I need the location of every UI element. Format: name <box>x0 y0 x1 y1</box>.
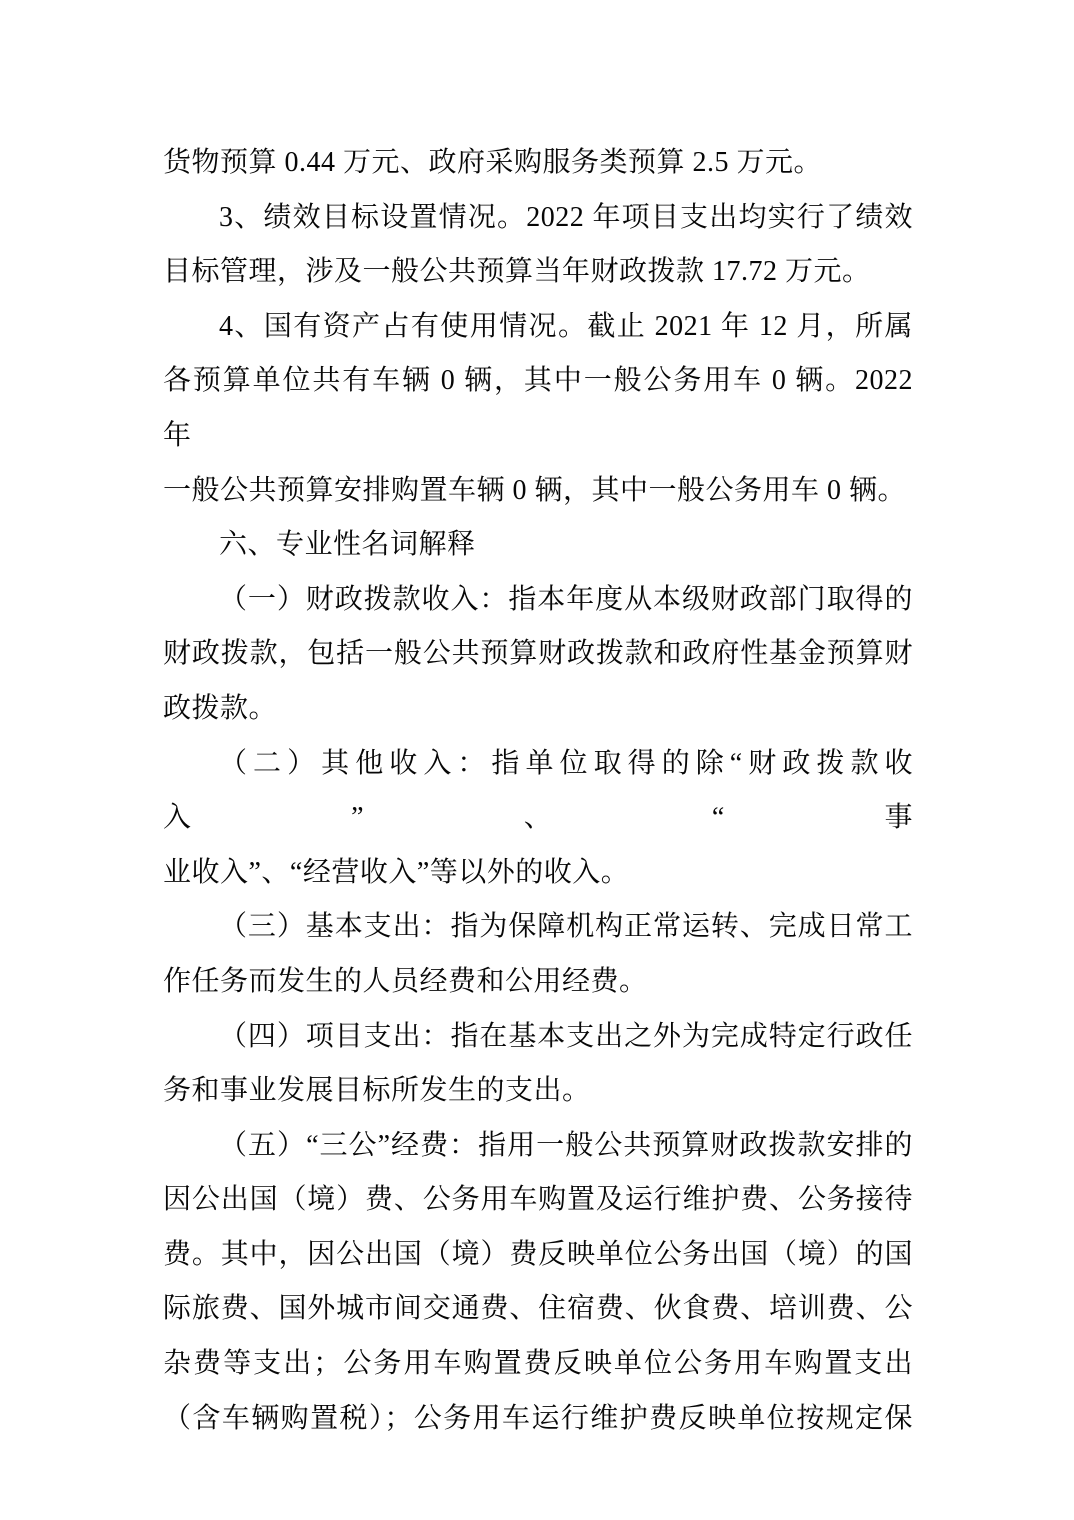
document-line: 一般公共预算安排购置车辆 0 辆，其中一般公务用车 0 辆。 <box>163 474 907 506</box>
document-line: 政拨款。 <box>163 692 278 724</box>
document-line: 际旅费、国外城市间交通费、住宿费、伙食费、培训费、公 <box>163 1293 913 1325</box>
document-line: 杂费等支出；公务用车购置费反映单位公务用车购置支出 <box>163 1348 913 1380</box>
document-line: （含车辆购置税）；公务用车运行维护费反映单位按规定保 <box>163 1402 913 1434</box>
document-line: 4、国有资产占有使用情况。截止 2021 年 12 月，所属 <box>219 310 913 342</box>
document-line: （五）“三公”经费：指用一般公共预算财政拨款安排的 <box>219 1129 913 1161</box>
document-line: 货物预算 0.44 万元、政府采购服务类预算 2.5 万元。 <box>163 147 823 178</box>
document-line: （一）财政拨款收入：指本年度从本级财政部门取得的 <box>219 583 913 615</box>
document-line: 3、绩效目标设置情况。2022 年项目支出均实行了绩效 <box>219 201 913 233</box>
document-line: 财政拨款，包括一般公共预算财政拨款和政府性基金预算财 <box>163 638 913 670</box>
section-heading: 六、专业性名词解释 <box>219 529 476 561</box>
document-line: 各预算单位共有车辆 0 辆，其中一般公务用车 0 辆。2022 年 <box>163 365 913 451</box>
document-line: （二）其他收入：指单位取得的除“财政拨款收入”、“事 <box>163 747 913 834</box>
document-line: 目标管理，涉及一般公共预算当年财政拨款 17.72 万元。 <box>163 256 871 288</box>
document-line: 业收入”、“经营收入”等以外的收入。 <box>163 856 630 888</box>
document-line: （四）项目支出：指在基本支出之外为完成特定行政任 <box>219 1020 913 1052</box>
document-line: 因公出国（境）费、公务用车购置及运行维护费、公务接待 <box>163 1184 913 1216</box>
document-text-block <box>163 136 913 1446</box>
document-line: （三）基本支出：指为保障机构正常运转、完成日常工 <box>219 911 913 943</box>
document-line: 费。其中，因公出国（境）费反映单位公务出国（境）的国 <box>163 1238 913 1270</box>
document-line: 作任务而发生的人员经费和公用经费。 <box>163 965 648 997</box>
document-line: 务和事业发展目标所发生的支出。 <box>163 1075 591 1107</box>
